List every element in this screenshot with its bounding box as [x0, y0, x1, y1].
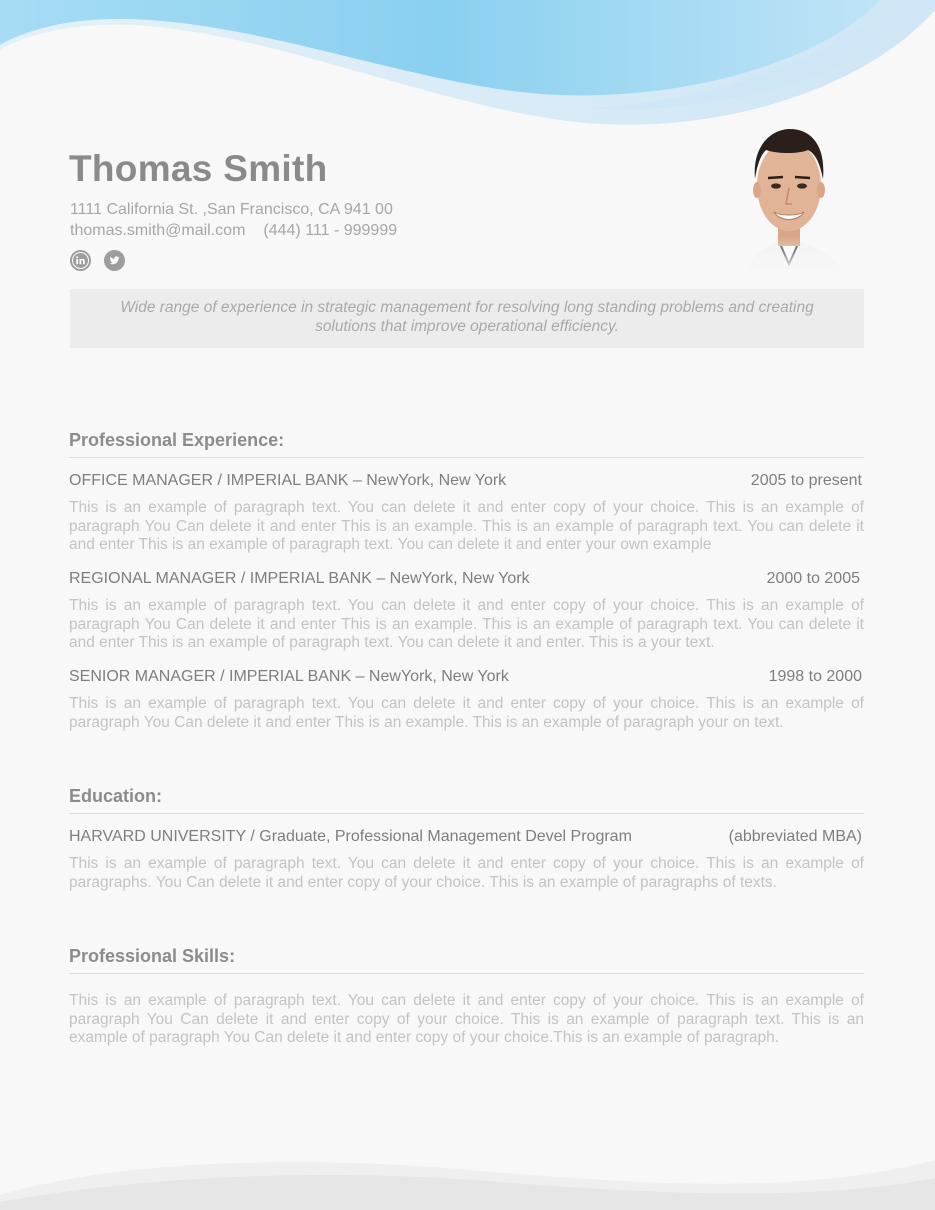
- experience-item: [69, 570, 864, 653]
- job-description: This is an example of paragraph text. You can delete it and enter copy of your choice. This is an example of paragraph You Can delete it and enter This is an example. This is an example of paragraph text. You can delete it and enter This is an example of paragraph text. You can delete it and enter. This is a your text.: [69, 597, 864, 651]
- profile-photo: [728, 124, 850, 274]
- experience-item: [69, 472, 864, 555]
- job-description: This is an example of paragraph text. You can delete it and enter copy of your choice. This is an example of paragraph You Can delete it and enter This is an example. This is an example of paragraph your on text.: [69, 695, 864, 731]
- contact-line: [70, 222, 397, 240]
- summary-box: Wide range of experience in strategic management for resolving long standing problems and creating solutions that improve operational efficiency.: [70, 289, 864, 348]
- job-role: SENIOR MANAGER / IMPERIAL BANK – NewYork, New York: [69, 668, 509, 685]
- job-role: OFFICE MANAGER / IMPERIAL BANK – NewYork, New York: [69, 472, 507, 489]
- job-description: This is an example of paragraph text. You can delete it and enter copy of your choice. This is an example of paragraph You Can delete it and enter This is an example. This is an example of paragraph text. You can delete it and enter This is an example of paragraph text. You can delete it and enter your own example: [69, 499, 864, 553]
- phone: (444) 111 - 999999: [263, 222, 398, 239]
- education-section: [69, 786, 864, 891]
- section-title-education: Education:: [69, 786, 864, 814]
- experience-section: [69, 430, 864, 731]
- footer-wave-decoration: [0, 1140, 935, 1210]
- skills-description: This is an example of paragraph text. You can delete it and enter copy of your choice. This is an example of paragraph You Can delete it and enter copy of your choice. This is an example of paragraph text. This is an example of paragraph You Can delete it and enter copy of your choice.This is an example of paragraph.: [69, 992, 864, 1046]
- job-dates: 2005 to present: [750, 472, 862, 489]
- section-title-skills: Professional Skills:: [69, 946, 864, 974]
- job-dates: 1998 to 2000: [768, 668, 862, 685]
- linkedin-icon[interactable]: [70, 250, 91, 271]
- education-description: This is an example of paragraph text. You can delete it and enter copy of your choice. This is an example of paragraphs. You Can delete it and enter copy of your choice. This is an example of paragraphs of texts.: [69, 855, 864, 891]
- skills-section: [69, 946, 864, 1048]
- degree: (abbreviated MBA): [728, 828, 862, 845]
- experience-item: [69, 668, 864, 732]
- education-item: [69, 828, 864, 892]
- job-role: REGIONAL MANAGER / IMPERIAL BANK – NewYork, New York: [69, 570, 530, 587]
- job-dates: 2000 to 2005: [766, 570, 860, 587]
- social-links: [70, 250, 125, 271]
- school: HARVARD UNIVERSITY / Graduate, Professional Management Devel Program: [69, 828, 632, 845]
- section-title-experience: Professional Experience:: [69, 430, 864, 458]
- candidate-name: Thomas Smith: [69, 148, 328, 189]
- header-wave-decoration: [0, 0, 935, 135]
- twitter-icon[interactable]: [104, 250, 125, 271]
- email[interactable]: thomas.smith@mail.com: [70, 222, 246, 239]
- address: 1111 California St. ,San Francisco, CA 941 00: [70, 201, 393, 218]
